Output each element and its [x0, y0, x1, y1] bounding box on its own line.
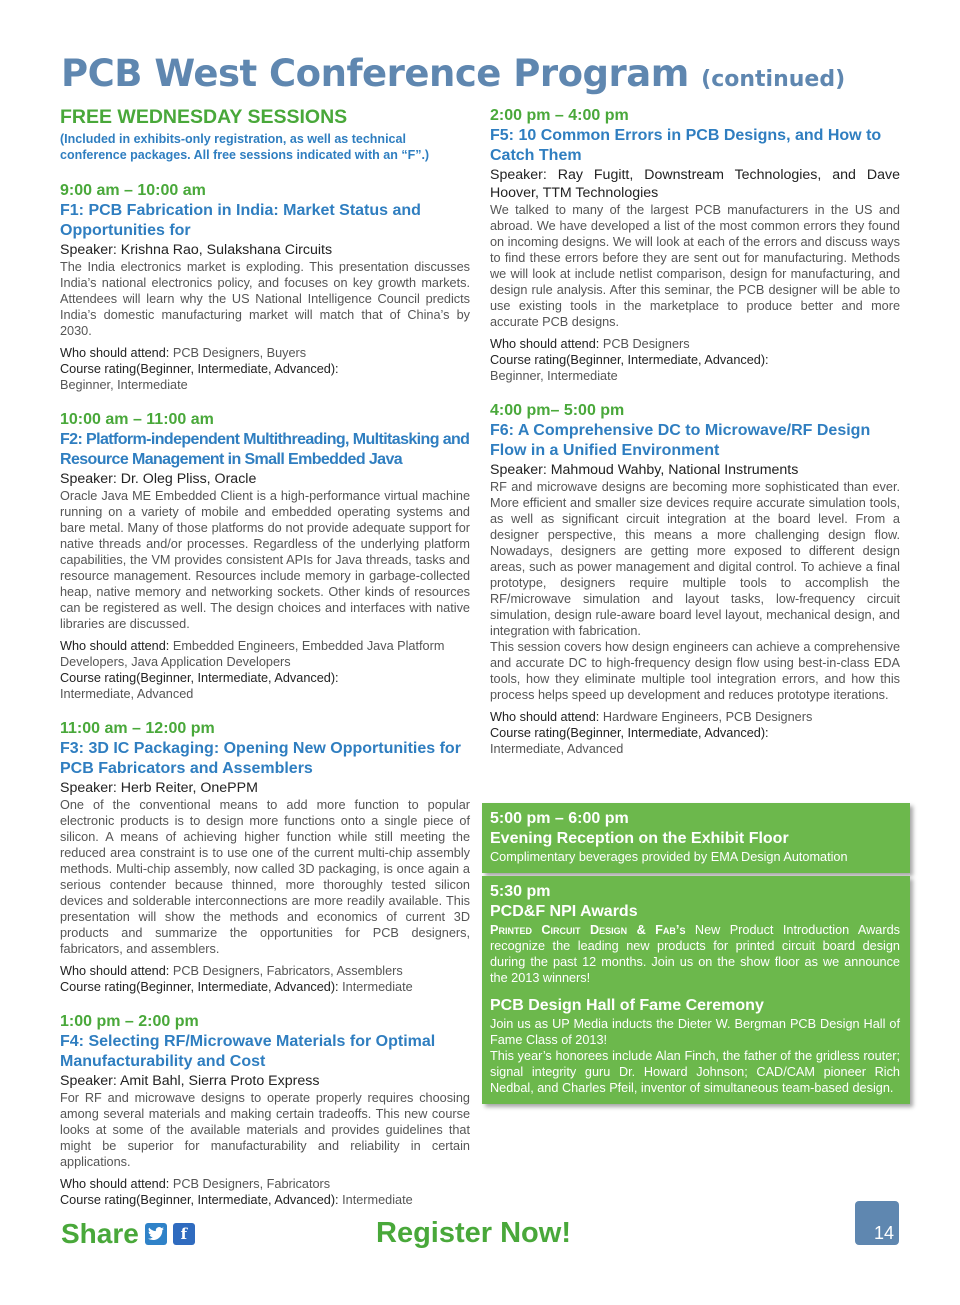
share-label: Share [61, 1218, 139, 1249]
session-f1 [60, 181, 470, 393]
reception-box [482, 803, 910, 873]
reception-text: Complimentary beverages provided by EMA Design Automation [490, 850, 848, 864]
session-description: One of the conventional means to add more function to popular electronic products is to design more functions onto a single piece of silicon. A means of achieving higher function while still meeting the reduced area constraint is to use one of the current multi-chip assembly methods. Multi-chip assembly, now called 3D packaging, is once again a serious contender because thinned, more thoroughly tested silicon devices and solderable interconnections are more readily available. This presentation will show the methods and economics of current 3D products and summarize the opportunities for PCB designers, fabricators, and assemblers. [60, 798, 470, 956]
who-label: Who should attend: [60, 639, 170, 653]
awards-text [490, 922, 900, 986]
session-f4 [60, 1012, 470, 1208]
session-description: For RF and microwave designs to operate properly requires choosing among several materials and making certain tradeoffs. This new course looks at some of the available materials and provides guidelines that might be superior for manufacturability and reliability in certain applications. [60, 1091, 470, 1169]
session-meta [60, 1176, 470, 1208]
session-description: We talked to many of the largest PCB manufacturers in the US and abroad. We have developed a list of the most common errors they found on incoming designs. We will look at each of the errors and discuss ways to find these errors before they are sent out for manufacturing. Methods we will look at include netlist comparison, design for manufacturing, and design rule analysis. After this seminar, the PCB designer will be able to use existing tools in the marketplace to produce better and more accurate PCB designs. [490, 203, 900, 329]
session-time: 2:00 pm – 4:00 pm [490, 107, 629, 124]
who-value: PCB Designers, Fabricators [172, 1177, 331, 1191]
rating-value: Beginner, Intermediate [490, 369, 618, 383]
awards-brand: Printed Circuit Design & Fab’s [490, 923, 686, 937]
free-sessions-header [60, 106, 470, 163]
session-f5 [490, 106, 900, 384]
who-label: Who should attend: [60, 1177, 170, 1191]
session-time: 11:00 am – 12:00 pm [60, 720, 215, 737]
who-label: Who should attend: [60, 346, 170, 360]
free-sessions-note: (Included in exhibits-only registration, as well as technical conference packages. All free sessions indicated with an “F”.) [60, 132, 430, 162]
who-label: Who should attend: [490, 337, 600, 351]
rating-value: Beginner, Intermediate [60, 378, 188, 392]
session-speaker: Speaker: Mahmoud Wahby, National Instruments [490, 462, 799, 478]
reception-time: 5:00 pm – 6:00 pm [490, 810, 629, 827]
session-title: F1: PCB Fabrication in India: Market Status and Opportunities for [60, 202, 421, 239]
session-meta [60, 345, 470, 393]
session-meta [60, 963, 470, 995]
session-title: F2: Platform-independent Multithreading, Multitasking and Resource Management in Small Embedded Java [60, 431, 470, 468]
rating-value: Intermediate, Advanced [490, 742, 624, 756]
session-meta [490, 709, 900, 757]
session-f3 [60, 719, 470, 995]
session-speaker: Speaker: Krishna Rao, Sulakshana Circuits [60, 242, 333, 258]
session-description: Oracle Java ME Embedded Client is a high-performance virtual machine running on a variety of mobile and embedded operating systems and bare metal. Many of those platforms do not provide adequate support for native threads and/or processes. Regardless of the underlying platform capabilities, the VM provides consistent APIs for Java threads, tasks and resource management. Resources include memory in garbage-collected heap, native memory and networking sockets. Other kinds of resources can be registered as well. The design choices and interfaces with native libraries are discussed. [60, 489, 470, 631]
session-title: F4: Selecting RF/Microwave Materials for Optimal Manufacturability and Cost [60, 1033, 436, 1070]
who-label: Who should attend: [490, 710, 600, 724]
session-speaker: Speaker: Dr. Oleg Pliss, Oracle [60, 471, 257, 487]
who-value: Hardware Engineers, PCB Designers [602, 710, 813, 724]
session-meta [60, 638, 470, 702]
session-title: F5: 10 Common Errors in PCB Designs, and How to Catch Them [490, 127, 882, 164]
who-value: PCB Designers [602, 337, 690, 351]
free-sessions-heading: FREE WEDNESDAY SESSIONS [60, 106, 348, 128]
title-main: PCB West Conference Program [61, 52, 689, 95]
session-speaker: Speaker: Ray Fugitt, Downstream Technologies, and Dave Hoover, TTM Technologies [490, 167, 900, 201]
hall-of-fame-text-2: This year’s honorees include Alan Finch, the father of the gridless router; signal integrity guru Dr. Howard Johnson; CAD/CAM pioneer Rich Nedbal, and Charles Pfeil, inventor of simultaneous team-based design. [490, 1049, 900, 1095]
rating-label: Course rating(Beginner, Intermediate, Advanced): [60, 362, 339, 376]
session-description: The India electronics market is exploding. This presentation discusses India’s national electronics policy, and focuses on key growth markets. Attendees will learn why the US National Intelligence Council predicts India’s domestic manufacturing market will match that of China’s by 2030. [60, 260, 470, 338]
who-value: PCB Designers, Fabricators, Assemblers [172, 964, 403, 978]
rating-label: Course rating(Beginner, Intermediate, Advanced): [60, 1193, 339, 1207]
facebook-icon[interactable]: f [173, 1223, 195, 1245]
session-f2 [60, 410, 470, 702]
who-value: PCB Designers, Buyers [172, 346, 307, 360]
who-value: Embedded Engineers, Embedded Java Platform Developers, Java Application Developers [60, 639, 445, 669]
awards-description: New Product Introduction Awards recognize the leading new products for printed circuit board design during the past 12 months. Join us on the show floor as we announce the 2013 winners! [490, 923, 900, 985]
reception-title: Evening Reception on the Exhibit Floor [490, 830, 789, 847]
rating-label: Course rating(Beginner, Intermediate, Advanced): [60, 671, 339, 685]
session-title: F3: 3D IC Packaging: Opening New Opportunities for PCB Fabricators and Assemblers [60, 740, 461, 777]
twitter-icon[interactable] [145, 1223, 167, 1245]
awards-time: 5:30 pm [490, 883, 551, 900]
session-time: 1:00 pm – 2:00 pm [60, 1013, 199, 1030]
who-label: Who should attend: [60, 964, 170, 978]
awards-title: PCD&F NPI Awards [490, 903, 638, 920]
rating-value: Intermediate [342, 980, 413, 994]
session-time: 4:00 pm– 5:00 pm [490, 402, 625, 419]
session-speaker: Speaker: Herb Reiter, OnePPM [60, 780, 258, 796]
session-meta [490, 336, 900, 384]
session-f6 [490, 401, 900, 757]
share-bar [61, 1218, 195, 1250]
rating-label: Course rating(Beginner, Intermediate, Advanced): [490, 353, 769, 367]
page-number: 14 [855, 1201, 899, 1245]
session-description: RF and microwave designs are becoming more sophisticated than ever. More efficient and smaller size devices require accurate simulation tools, as well as significant circuit integration at the board level. From a designer perspective, this means a more challenging design flow. Nowadays, designers are getting more exposed to different design areas, such as power management and digital control. To achieve a final prototype, designers require multiple tools to accomplish the RF/microwave simulation and layout tasks, low-frequency circuit simulation, design rule-aware board level layout, mechanical design, and integration with fabrication. [490, 480, 900, 638]
session-description-2: This session covers how design engineers can achieve a comprehensive and accurate DC to high-frequency design flow using best-in-class EDA tools, how they eliminate multiple tool integration errors, and how this process helps speed up development and reduces prototype iterations. [490, 640, 900, 702]
rating-value: Intermediate [342, 1193, 413, 1207]
rating-label: Course rating(Beginner, Intermediate, Advanced): [60, 980, 339, 994]
session-time: 9:00 am – 10:00 am [60, 182, 206, 199]
rating-label: Course rating(Beginner, Intermediate, Advanced): [490, 726, 769, 740]
title-suffix: (continued) [701, 67, 846, 92]
session-time: 10:00 am – 11:00 am [60, 411, 214, 428]
awards-box [482, 876, 910, 1104]
session-title: F6: A Comprehensive DC to Microwave/RF Design Flow in a Unified Environment [490, 422, 871, 459]
hall-of-fame-title: PCB Design Hall of Fame Ceremony [490, 997, 764, 1014]
register-now-link[interactable]: Register Now! [376, 1217, 571, 1249]
hall-of-fame-text-1: Join us as UP Media inducts the Dieter W. Bergman PCB Design Hall of Fame Class of 2013! [490, 1017, 900, 1047]
right-column [490, 106, 900, 757]
session-speaker: Speaker: Amit Bahl, Sierra Proto Express [60, 1073, 320, 1089]
page-title [61, 52, 845, 95]
rating-value: Intermediate, Advanced [60, 687, 194, 701]
left-column [60, 106, 470, 1208]
